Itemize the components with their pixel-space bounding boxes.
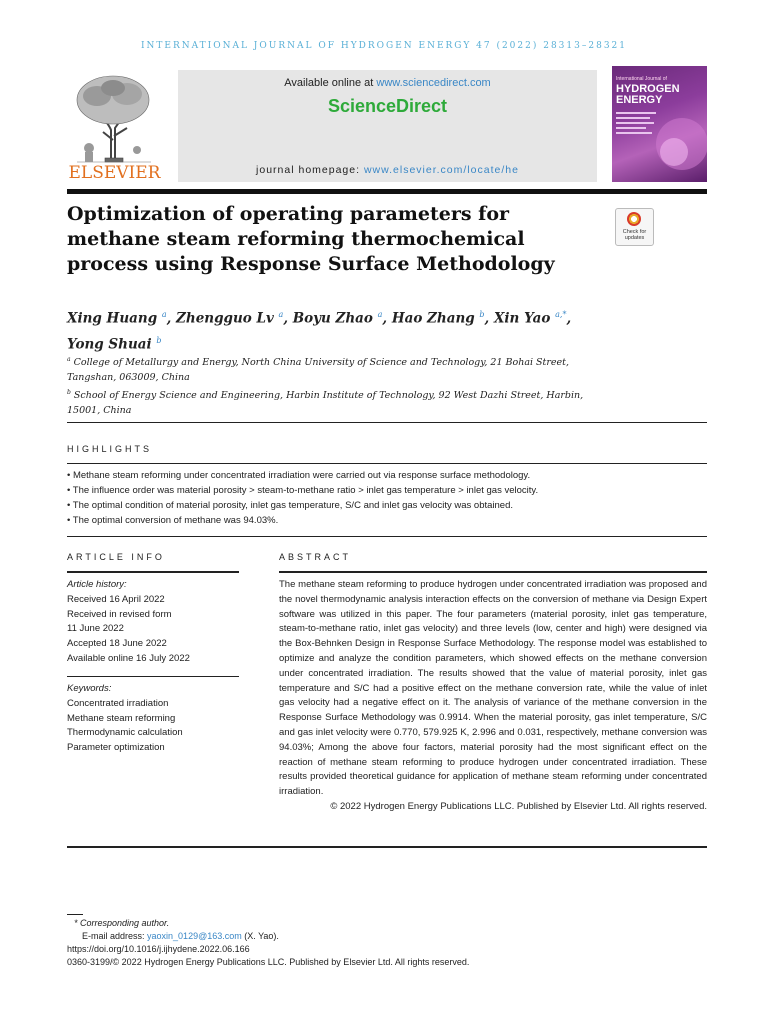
author-name[interactable]: Xin Yao xyxy=(493,310,551,327)
homepage-label: journal homepage: xyxy=(256,164,364,176)
highlights-list xyxy=(67,468,707,528)
highlights-bottom-rule xyxy=(67,536,707,537)
highlights-heading: HIGHLIGHTS xyxy=(67,444,153,454)
keyword: Concentrated irradiation xyxy=(67,697,169,709)
check-updates-icon xyxy=(627,212,641,226)
sciencedirect-link[interactable]: www.sciencedirect.com xyxy=(376,77,491,89)
keywords-label: Keywords: xyxy=(67,683,112,694)
corresponding-author-note: * Corresponding author. xyxy=(74,918,170,928)
author-name[interactable]: Boyu Zhao xyxy=(292,310,373,327)
sciencedirect-logo-text: ScienceDirect xyxy=(327,96,448,116)
affiliation-b: $^b$ School of Energy Science and Engineering, Harbin Institute of Technology, 92 West Dazhi Street, Harbin, 15001, China xyxy=(67,389,584,417)
abstract-body xyxy=(279,578,707,815)
abstract-bottom-rule xyxy=(67,846,707,848)
author-list: Xing Huang $^a$, Zhengguo Lv $^a$, Boyu Zhao $^a$, Hao Zhang $^b$, Xin Yao $^{a,*}$, Yong Shuai $^b$ xyxy=(67,310,572,352)
article-history-label: Article history: xyxy=(67,579,127,590)
history-entry: Accepted 18 June 2022 xyxy=(67,638,167,650)
cover-title-energy: ENERGY xyxy=(616,94,663,106)
cover-title-hydrogen: HYDROGEN xyxy=(616,83,680,95)
elsevier-wordmark: ELSEVIER xyxy=(68,163,161,183)
author-affiliation-mark[interactable]: b xyxy=(479,310,485,319)
journal-homepage-link[interactable]: www.elsevier.com/locate/he xyxy=(363,164,519,176)
issn-copyright: 0360-3199/© 2022 Hydrogen Energy Publications LLC. Published by Elsevier Ltd. All rights reserved. xyxy=(67,957,470,967)
article-title: Optimization of operating parameters for methane steam reforming thermochemical process using Response Surface Methodology xyxy=(67,203,555,275)
author-affiliation-mark[interactable]: a xyxy=(377,310,383,319)
author-name[interactable]: Zhengguo Lv xyxy=(176,310,274,327)
highlights-top-rule xyxy=(67,422,707,423)
author-affiliation-mark[interactable]: b xyxy=(156,335,162,345)
journal-cover-image[interactable] xyxy=(612,66,707,182)
author-affiliation-mark[interactable]: a xyxy=(278,310,284,319)
author-name[interactable]: Xing Huang xyxy=(67,310,158,327)
footnote-rule xyxy=(67,914,83,915)
author-affiliation-mark[interactable]: a xyxy=(161,310,167,319)
check-for-updates-button[interactable] xyxy=(615,208,654,246)
keywords-rule xyxy=(67,676,239,677)
highlight-item: • The optimal conversion of methane was 94.03%. xyxy=(67,515,279,526)
email-label: E-mail address: xyxy=(82,931,148,941)
author-name[interactable]: Yong Shuai xyxy=(67,336,152,352)
email-line xyxy=(82,930,279,943)
abstract-text: The methane steam reforming to produce hydrogen under concentrated irradiation was proposed and the novel thermodynamic analysis interaction effects on the conversion of methane via Design Expert software was utilized in this paper. The four parameters (material porosity, inlet gas temperature, steam-to-methane ratio, inlet gas velocity) and three levels (low, center and high) were designed via the Box-Behnken Design in Response Surface Methodology. The response model was established to optimize and analyze the condition parameters, which showed effects on the methane conversion under concentrated irradiation. The results showed that the value of material porosity, inlet gas temperature and S/C had a positive effect on the methane conversion rate, while the value of inlet gas velocity had a negative effect on it. The analysis of variance of the methane conversion in the Response Surface Methodology was 0.9914. When the material porosity, gas inlet temperature, S/C and gas inlet velocity were 0.770, 579.925 K, 2.996 and 0.031, respectively, methane conversion was 94.03%; Among the above four factors, material porosity had the most significant effect on the reaction of methane steam reforming to produce hydrogen under concentrated irradiation. These results provided theoretical guidance for application of methane steam reforming under concentrated irradiation. xyxy=(279,579,707,798)
author-name[interactable]: Hao Zhang xyxy=(391,310,475,327)
check-updates-label: Check for updates xyxy=(622,229,647,241)
cover-subtitle: International Journal of xyxy=(616,76,667,82)
highlight-item: • Methane steam reforming under concentrated irradiation were carried out via response surface methodology. xyxy=(67,470,531,481)
article-history xyxy=(67,578,247,667)
history-entry: 11 June 2022 xyxy=(67,623,124,635)
highlight-item: • The influence order was material porosity > steam-to-methane ratio > inlet gas temperature > inlet gas velocity. xyxy=(67,485,539,496)
keyword: Thermodynamic calculation xyxy=(67,727,183,739)
journal-citation-line: INTERNATIONAL JOURNAL OF HYDROGEN ENERGY 47 (2022) 28313–28321 xyxy=(141,41,627,51)
article-info-rule xyxy=(67,571,239,573)
abstract-copyright: © 2022 Hydrogen Energy Publications LLC. Published by Elsevier Ltd. All rights reserved. xyxy=(330,800,707,812)
keyword: Methane steam reforming xyxy=(67,712,176,724)
abstract-rule xyxy=(279,571,707,573)
available-online xyxy=(178,77,597,89)
history-entry: Received in revised form xyxy=(67,608,172,620)
doi-link[interactable]: https://doi.org/10.1016/j.ijhydene.2022.06.166 xyxy=(67,944,250,954)
history-entry: Available online 16 July 2022 xyxy=(67,652,190,664)
affiliations xyxy=(67,352,607,418)
email-link[interactable]: yaoxin_0129@163.com xyxy=(147,931,242,941)
abstract-heading: ABSTRACT xyxy=(279,552,352,562)
header-divider xyxy=(67,189,707,194)
keywords xyxy=(67,682,247,756)
keyword: Parameter optimization xyxy=(67,742,165,754)
email-suffix: (X. Yao). xyxy=(241,931,279,941)
affiliation-a: $^a$ College of Metallurgy and Energy, North China University of Science and Technology, 21 Bohai Street, Tangshan, 063009, China xyxy=(67,356,569,384)
highlights-rule xyxy=(67,463,707,464)
journal-homepage xyxy=(178,164,597,176)
author-affiliation-mark[interactable]: a,* xyxy=(555,310,567,319)
article-info-heading: ARTICLE INFO xyxy=(67,552,165,562)
available-online-label: Available online at xyxy=(284,77,377,89)
highlight-item: • The optimal condition of material porosity, inlet gas temperature, S/C and inlet gas velocity was obtained. xyxy=(67,500,514,511)
cover-art xyxy=(612,106,707,182)
history-entry: Received 16 April 2022 xyxy=(67,593,165,605)
